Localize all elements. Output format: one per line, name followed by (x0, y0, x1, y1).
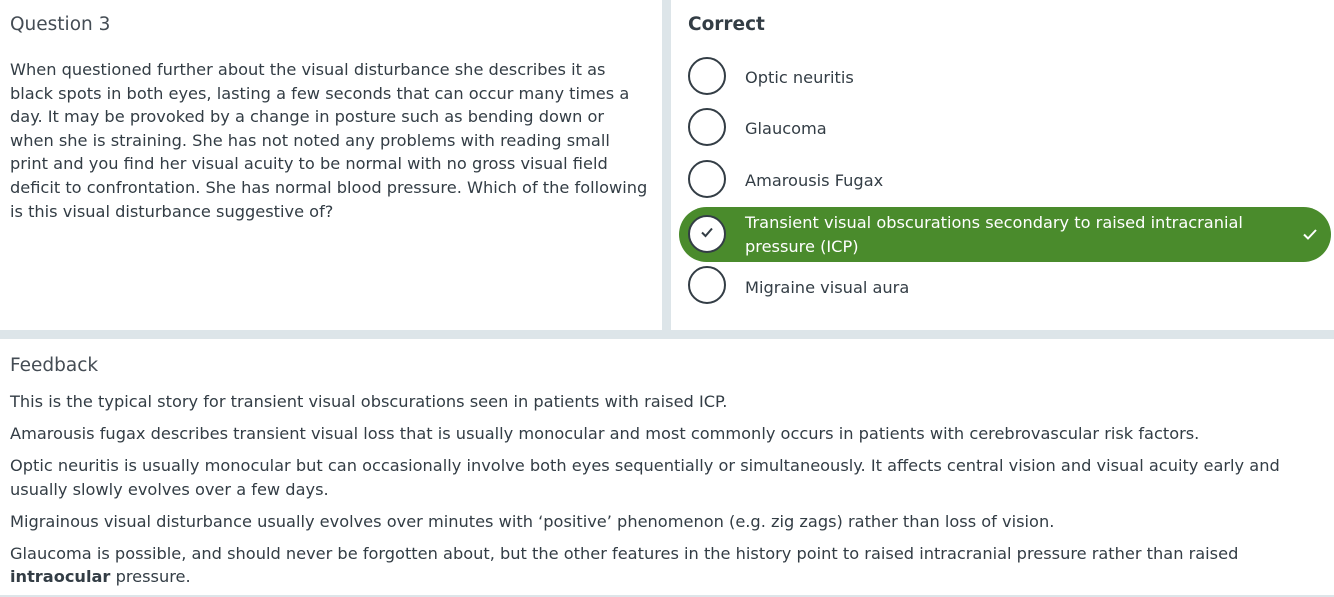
question-title: Question 3 (10, 14, 111, 35)
check-icon (699, 224, 715, 240)
option-transient-visual-obscurations[interactable] (679, 207, 1331, 262)
answers-panel (671, 0, 1334, 330)
feedback-body (10, 390, 1326, 597)
radio-button[interactable] (688, 160, 726, 198)
radio-button[interactable] (688, 108, 726, 146)
check-icon (1301, 225, 1319, 243)
feedback-paragraph: Migrainous visual disturbance usually evolves over minutes with ‘positive’ phenomenon (e.g. zig zags) rather than loss of vision. (10, 511, 1055, 531)
feedback-title: Feedback (10, 355, 99, 376)
question-panel (0, 0, 662, 330)
option-label: Amarousis Fugax (745, 171, 884, 190)
question-text: When questioned further about the visual disturbance she describes it as black spots in both eyes, lasting a few seconds that can occur many times a day. It may be provoked by a change in posture such as bending down or when she is straining. She has not noted any problems with reading small print and you find her visual acuity to be normal with no gross visual field deficit to confrontation. She has normal blood pressure. Which of the following is this visual disturbance suggestive of? (10, 60, 648, 221)
feedback-paragraph: Optic neuritis is usually monocular but can occasionally involve both eyes sequentially or simultaneously. It affects central vision and visual acuity early and usually slowly evolves over a few days. (10, 455, 1280, 499)
option-amarousis-fugax[interactable] (679, 160, 1331, 203)
feedback-paragraph: This is the typical story for transient visual obscurations seen in patients with raised ICP. (10, 392, 728, 411)
option-optic-neuritis[interactable] (679, 57, 1331, 100)
feedback-paragraph: Amarousis fugax describes transient visual loss that is usually monocular and most commonly occurs in patients with cerebrovascular risk factors. (10, 423, 1200, 443)
feedback-panel (0, 339, 1334, 595)
option-migraine-visual-aura[interactable] (679, 266, 1331, 309)
answer-status: Correct (688, 14, 765, 35)
option-label: Glaucoma (745, 119, 827, 138)
feedback-text: pressure. (110, 567, 191, 587)
radio-button[interactable] (688, 57, 726, 95)
option-label: Optic neuritis (745, 68, 854, 87)
option-label: Transient visual obscurations secondary to raised intracranial pressure (ICP) (745, 213, 1243, 256)
radio-button-selected[interactable] (688, 215, 726, 253)
option-glaucoma[interactable] (679, 108, 1331, 151)
radio-button[interactable] (688, 266, 726, 304)
feedback-emphasis: intraocular (10, 567, 111, 587)
feedback-text: Glaucoma is possible, and should never be forgotten about, but the other features in the history point to raised intracranial pressure rather than raised (10, 543, 1239, 563)
feedback-paragraph (10, 542, 1326, 589)
option-label: Migraine visual aura (745, 278, 910, 297)
